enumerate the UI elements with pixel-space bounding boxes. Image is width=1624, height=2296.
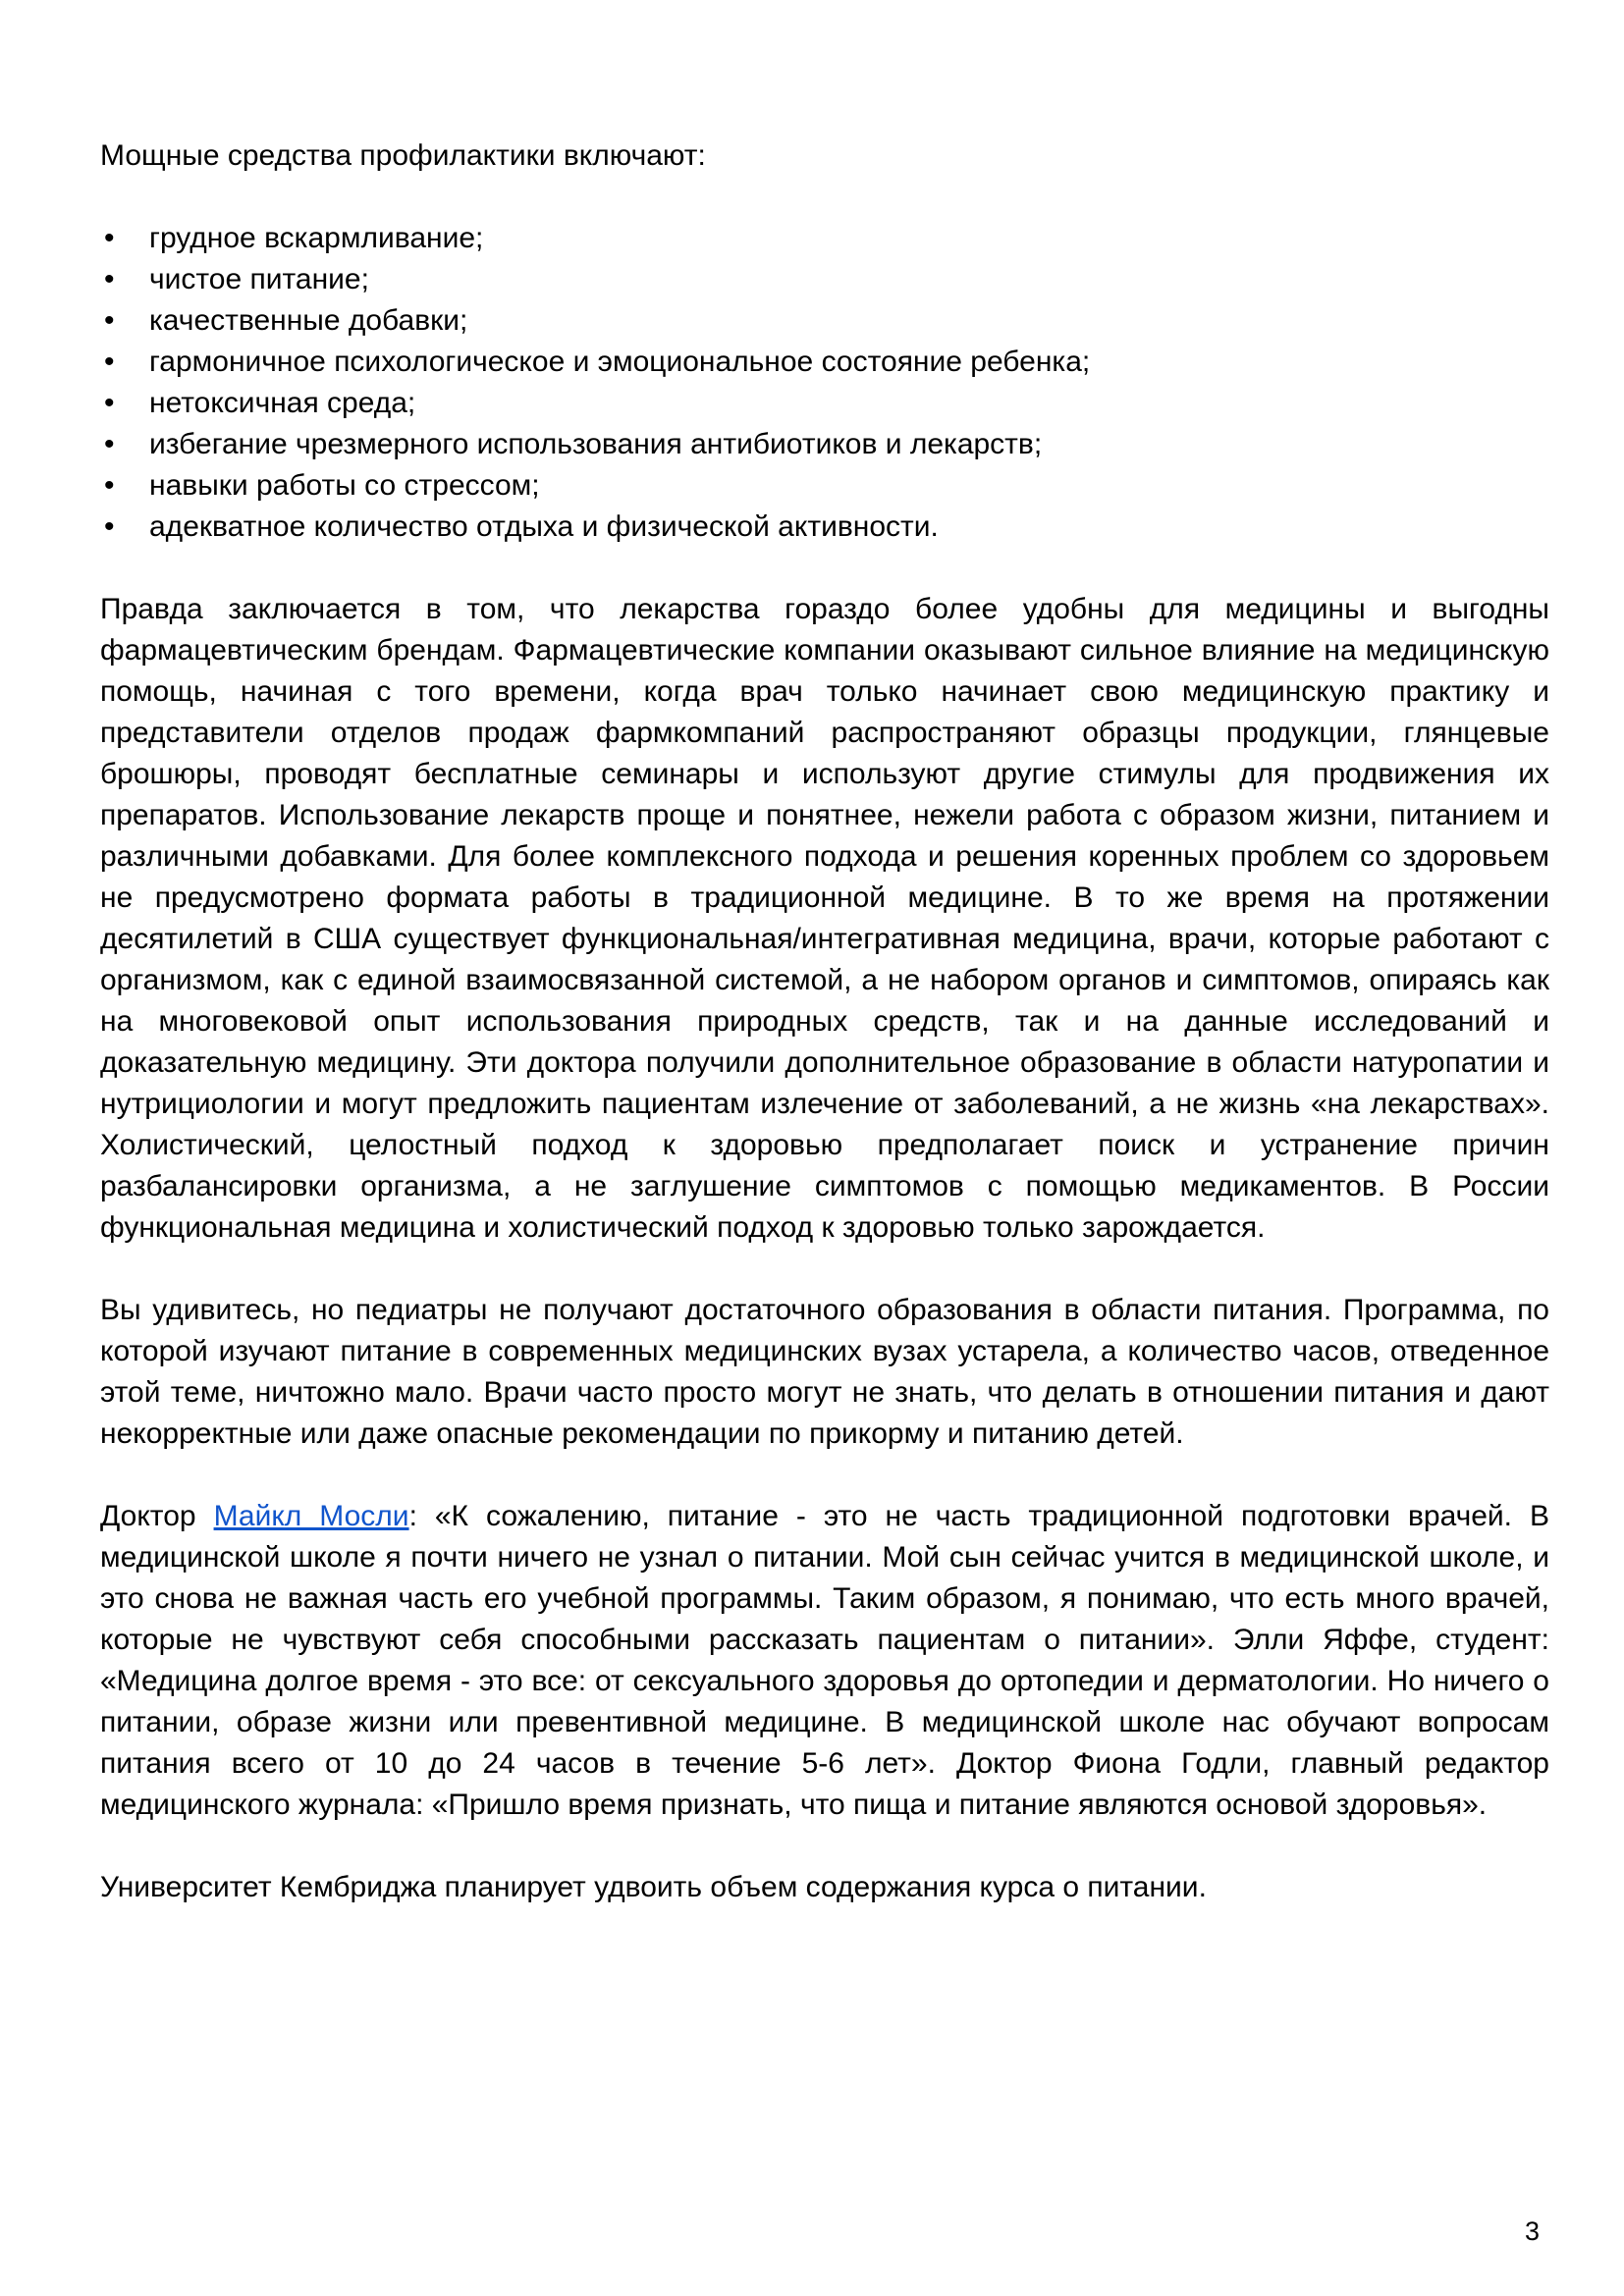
list-item-text: адекватное количество отдыха и физической активности. bbox=[149, 510, 939, 543]
paragraph-suffix: : «К сожалению, питание - это не часть традиционной подготовки врачей. В медицинской школе я почти ничего не узнал о питании. Мой сын сейчас учится в медицинской школе, и это снова не важная часть его учебной программы. Таким образом, я понимаю, что есть много врачей, которые не чувствуют себя способными рассказать пациентам о питании». Элли Яффе, студент: «Медицина долгое время - это все: от сексуального здоровья до ортопедии и дерматологии. Но ничего о питании, образе жизни или превентивной медицине. В медицинской школе нас обучают вопросам питания всего от 10 до 24 часов в течение 5-6 лет». Доктор Фиона Годли, главный редактор медицинского журнала: «Пришло время признать, что пища и питание являются основой здоровья». bbox=[100, 1500, 1549, 1821]
paragraph-cambridge: Университет Кембриджа планирует удвоить объем содержания курса о питании. bbox=[100, 1871, 1207, 1903]
list-item bbox=[100, 383, 1549, 424]
list-item-text: качественные добавки; bbox=[149, 304, 468, 337]
michael-mosley-link[interactable]: Майкл Мосли bbox=[213, 1500, 409, 1532]
list-item-text: гармоничное психологическое и эмоциональное состояние ребенка; bbox=[149, 346, 1091, 378]
list-item bbox=[100, 218, 1549, 259]
list-item bbox=[100, 300, 1549, 342]
list-item bbox=[100, 507, 1549, 548]
intro-line: Мощные средства профилактики включают: bbox=[100, 139, 706, 172]
list-item bbox=[100, 465, 1549, 507]
list-item-text: грудное вскармливание; bbox=[149, 222, 484, 254]
list-item-text: чистое питание; bbox=[149, 263, 369, 295]
list-item-text: нетоксичная среда; bbox=[149, 387, 416, 419]
prevention-list bbox=[100, 218, 1549, 548]
paragraph-pediatricians-education: Вы удивитесь, но педиатры не получают достаточного образования в области питания. Программа, по которой изучают питание в современных медицинских вузах устарела, а количество часов, отведенное этой теме, ничтожно мало. Врачи часто просто могут не знать, что делать в отношении питания и дают некорректные или даже опасные рекомендации по прикорму и питанию детей. bbox=[100, 1294, 1549, 1450]
list-item-text: избегание чрезмерного использования антибиотиков и лекарств; bbox=[149, 428, 1043, 460]
page-number: 3 bbox=[1524, 2216, 1540, 2246]
paragraph-prefix: Доктор bbox=[100, 1500, 214, 1532]
list-item bbox=[100, 259, 1549, 300]
paragraph-pharma-medicine: Правда заключается в том, что лекарства гораздо более удобны для медицины и выгодны фармацевтическим брендам. Фармацевтические компании оказывают сильное влияние на медицинскую помощь, начиная с того времени, когда врач только начинает свою медицинскую практику и представители отделов продаж фармкомпаний распространяют образцы продукции, глянцевые брошюры, проводят бесплатные семинары и используют другие стимулы для продвижения их препаратов. Использование лекарств проще и понятнее, нежели работа с образом жизни, питанием и различными добавками. Для более комплексного подхода и решения коренных проблем со здоровьем не предусмотрено формата работы в традиционной медицине. В то же время на протяжении десятилетий в США существует функциональная/интегративная медицина, врачи, которые работают с организмом, как с единой взаимосвязанной системой, а не набором органов и симптомов, опираясь как на многовековой опыт использования природных средств, так и на данные исследований и доказательную медицину. Эти доктора получили дополнительное образование в области натуропатии и нутрициологии и могут предложить пациентам излечение от заболеваний, а не жизнь «на лекарствах». Холистический, целостный подход к здоровью предполагает поиск и устранение причин разбалансировки организма, а не заглушение симптомов с помощью медикаментов. В России функциональная медицина и холистический подход к здоровью только зарождается. bbox=[100, 593, 1549, 1244]
list-item bbox=[100, 424, 1549, 465]
list-item bbox=[100, 342, 1549, 383]
paragraph-doctor-quotes bbox=[100, 1496, 1549, 1826]
page-content bbox=[100, 135, 1549, 1908]
list-item-text: навыки работы со стрессом; bbox=[149, 469, 540, 502]
